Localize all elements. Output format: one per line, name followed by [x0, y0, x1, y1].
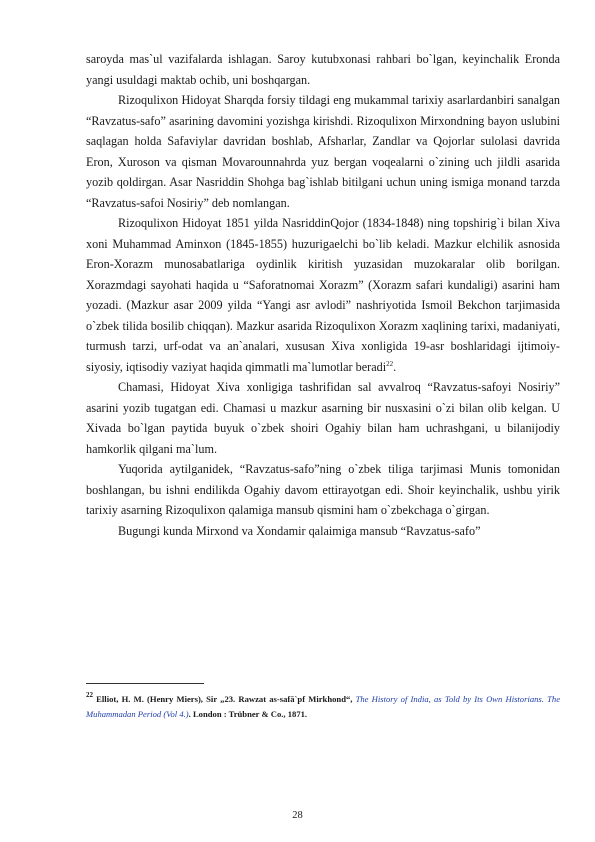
- footnote-22: [86, 692, 560, 721]
- footnote-number: 22: [86, 691, 93, 699]
- footnote-citation: Elliot, H. M. (Henry Miers), Sir „23. Rawzat as-safā`pf Mirkhond“,: [93, 694, 356, 704]
- paragraph-6: Bugungi kunda Mirxond va Xondamir qalaimiga mansub “Ravzatus-safo”: [118, 523, 481, 538]
- paragraph-1: saroyda mas`ul vazifalarda ishlagan. Saroy kutubxonasi rahbari bo`lgan, keyinchalik Eronda yangi usuldagi maktab ochib, uni boshqargan.: [86, 52, 560, 87]
- paragraph-4: Chamasi, Hidoyat Xiva xonligiga tashrifidan sal avvalroq “Ravzatus-safoyi Nosiriy” asarini yozib tugatgan edi. Chamasi u mazkur asarning bir nusxasini o`zi bilan olib kelgan. U Xivada bo`lgan paytida buyuk o`zbek shoiri Ogahiy bilan ham uchrashgani, u bilanijodiy hamkorlik qilgani ma`lum.: [86, 380, 560, 456]
- footnote-ref-22[interactable]: 22: [386, 359, 394, 368]
- paragraph-3: [86, 213, 560, 377]
- footnote-book-title-link[interactable]: The History of India, as Told by Its Own Historians. The Muhammadan Period (Vol 4.): [86, 694, 561, 719]
- paragraph-3-text: Rizoqulixon Hidoyat 1851 yilda NasriddinQojor (1834-1848) ning topshirig`i bilan Xiva xoni Muhammad Aminxon (1845-1855) huzurigaelchi bo`lib keladi. Mazkur elchilik asnosida Eron-Xorazm munosabatlariga oydinlik kiritish yuzasidan muzokaralar olib borilgan. Xorazmdagi sayohati haqida u “Saforatnomai Xorazm” (Xorazm safari kundaligi) asarini ham yozadi. (Mazkur asar 2009 yilda “Yangi asr avlodi” nashriyotida Ismoil Bekchon tarjimasida o`zbek tilida bosilib chiqqan). Mazkur asarida Rizoqulixon Xorazm xaqlining tarixi, madaniyati, turmush tarzi, urf-odat va an`analari, xususan Xiva xonligida 19-asr boshlaridagi ijtimoiy-siyosiy, iqtisodiy vaziyat haqida qimmatli ma`lumotlar beradi: [86, 216, 560, 374]
- paragraph-2: Rizoqulixon Hidoyat Sharqda forsiy tildagi eng mukammal tarixiy asarlardanbiri sanalgan “Ravzatus-safo” asarining davomini yozishga kirishdi. Rizoqulixon Mirxondning bayon uslubini saqlagan holda Safaviylar davridan boshlab, Afsharlar, Zandlar va Qojorlar sulolasi davrida Eron, Xuroson va qisman Movarounnahrda yuz bergan voqealarni o`zining uch jildli asarida yozib qoldirgan. Asar Nasriddin Shohga bag`ishlab bitilgani uchun uning ismiga monand tarzda “Ravzatus-safoi Nosiriy” deb nomlangan.: [86, 93, 560, 210]
- page-number: 28: [292, 810, 303, 821]
- paragraph-3-end: .: [393, 359, 397, 374]
- paragraph-5: Yuqorida aytilganidek, “Ravzatus-safo”ning o`zbek tiliga tarjimasi Munis tomonidan boshlangan, bu ishni endilikda Ogahiy davom ettirayotgan edi. Shoir keyinchalik, ushbu yirik tarixiy asarning Rizoqulixon qalamiga mansub qismini ham o`zbekchaga o`girgan.: [86, 462, 560, 517]
- page-body: [86, 49, 560, 541]
- footnote-separator: [86, 683, 204, 684]
- footnote-publisher: . London : Trübner & Co., 1871.: [188, 708, 308, 719]
